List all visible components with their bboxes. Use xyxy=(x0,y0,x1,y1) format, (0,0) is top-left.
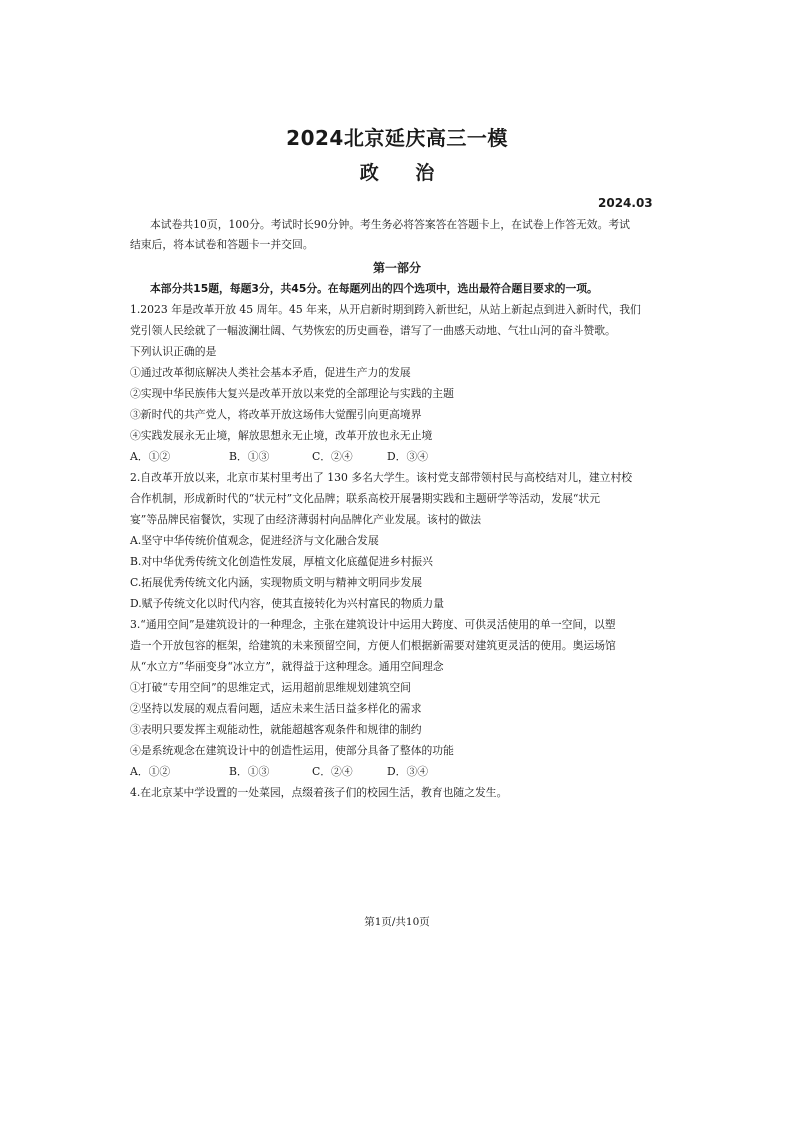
q1-stem-line-2: 党引领人民绘就了一幅波澜壮阔、气势恢宏的历史画卷，谱写了一曲感天动地、气壮山河的奋斗赞歌。 xyxy=(130,324,616,337)
q1-statement-2: ②实现中华民族伟大复兴是改革开放以来党的全部理论与实践的主题 xyxy=(130,387,454,400)
exam-date: 2024.03 xyxy=(598,196,653,210)
q1-choice-a: A．①② xyxy=(130,450,171,463)
q2-choice-c: C.拓展优秀传统文化内涵，实现物质文明与精神文明同步发展 xyxy=(130,576,423,589)
q3-choice-c: C．②④ xyxy=(312,765,353,778)
exam-title: 2024北京延庆高三一模 xyxy=(286,126,508,150)
q2-choice-d: D.赋予传统文化以时代内容，使其直接转化为兴村富民的物质力量 xyxy=(130,597,445,610)
part-one-title: 第一部分 xyxy=(372,261,421,275)
part-one-instructions: 本部分共15题，每题3分，共45分。在每题列出的四个选项中，选出最符合题目要求的一项。 xyxy=(150,282,598,295)
q3-statement-1: ①打破“专用空间”的思维定式，运用超前思维规划建筑空间 xyxy=(130,681,411,694)
q2-stem-line-2: 合作机制，形成新时代的“状元村”文化品牌；联系高校开展暑期实践和主题研学等活动，发展“状元 xyxy=(130,492,601,505)
page-number: 第1页/共10页 xyxy=(364,916,430,928)
q3-stem-line-2: 造一个开放包容的框架，给建筑的未来预留空间，方便人们根据新需要对建筑更灵活的使用。奥运场馆 xyxy=(130,639,616,652)
q2-choice-a: A.坚守中华传统价值观念，促进经济与文化融合发展 xyxy=(130,534,379,547)
q2-stem-line-1: 2.自改革开放以来，北京市某村里考出了 130 多名大学生。该村党支部带领村民与高校结对儿，建立村校 xyxy=(130,471,633,484)
q1-stem-line-1: 1.2023 年是改革开放 45 周年。45 年来，从开启新时期到跨入新世纪，从站上新起点到进入新时代，我们 xyxy=(130,303,641,316)
q2-stem-line-3: 宴”等品牌民宿餐饮，实现了由经济薄弱村向品牌化产业发展。该村的做法 xyxy=(130,513,482,526)
q3-choice-a: A．①② xyxy=(130,765,171,778)
q3-stem-line-1: 3.“通用空间”是建筑设计的一种理念，主张在建筑设计中运用大跨度、可供灵活使用的单一空间，以塑 xyxy=(130,618,616,631)
intro-line-2: 结束后，将本试卷和答题卡一并交回。 xyxy=(130,238,314,251)
q1-choice-d: D．③④ xyxy=(387,450,429,463)
q1-statement-4: ④实践发展永无止境，解放思想永无止境，改革开放也永无止境 xyxy=(130,429,433,442)
intro-line-1: 本试卷共10页，100分。考试时长90分钟。考生务必将答案答在答题卡上，在试卷上作答无效。考试 xyxy=(150,218,630,231)
q3-choice-d: D．③④ xyxy=(387,765,429,778)
q1-statement-1: ①通过改革彻底解决人类社会基本矛盾，促进生产力的发展 xyxy=(130,366,411,379)
q3-statement-3: ③表明只要发挥主观能动性，就能超越客观条件和规律的制约 xyxy=(130,723,422,736)
q1-choice-c: C．②④ xyxy=(312,450,353,463)
q2-choice-b: B.对中华优秀传统文化创造性发展，厚植文化底蕴促进乡村振兴 xyxy=(130,555,433,568)
q1-choice-b: B．①③ xyxy=(229,450,270,463)
q3-statement-2: ②坚持以发展的观点看问题，适应未来生活日益多样化的需求 xyxy=(130,702,422,715)
q3-choice-b: B．①③ xyxy=(229,765,270,778)
q1-statement-3: ③新时代的共产党人，将改革开放这场伟大觉醒引向更高境界 xyxy=(130,408,422,421)
q4-stem-line-1: 4.在北京某中学设置的一处菜园，点缀着孩子们的校园生活，教育也随之发生。 xyxy=(130,786,508,799)
subject-title: 政 治 xyxy=(359,162,435,184)
q3-stem-line-3: 从“水立方”华丽变身“冰立方”，就得益于这种理念。通用空间理念 xyxy=(130,660,444,673)
q1-stem-line-3: 下列认识正确的是 xyxy=(130,345,217,358)
q3-statement-4: ④是系统观念在建筑设计中的创造性运用，使部分具备了整体的功能 xyxy=(130,744,454,757)
